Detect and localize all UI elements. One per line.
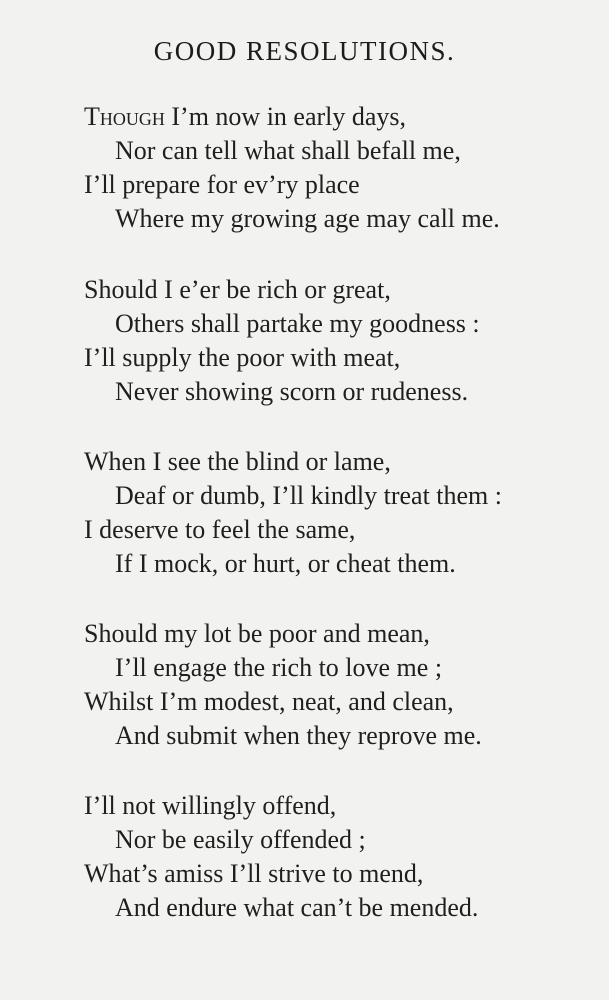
poem-line: What’s amiss I’ll strive to mend,	[84, 859, 424, 888]
poem-line-rest: I’m now in early days,	[164, 102, 407, 131]
stanza-4	[84, 617, 584, 753]
poem-line: And endure what can’t be mended.	[115, 893, 479, 922]
poem-line: If I mock, or hurt, or cheat them.	[115, 549, 456, 578]
poem-line: When I see the blind or lame,	[84, 447, 391, 476]
poem-line-first-word: Though	[84, 102, 165, 131]
poem-line: Where my growing age may call me.	[115, 204, 500, 233]
poem-title: GOOD RESOLUTIONS.	[153, 36, 456, 66]
poem-line: Never showing scorn or rudeness.	[115, 377, 469, 406]
poem-line: Should I e’er be rich or great,	[84, 275, 391, 304]
poem-line: Deaf or dumb, I’ll kindly treat them :	[115, 481, 503, 510]
poem-line: And submit when they reprove me.	[115, 721, 482, 750]
poem-line: I’ll supply the poor with meat,	[84, 343, 401, 372]
stanza-1	[84, 100, 584, 236]
stanza-5	[84, 789, 584, 925]
poem-line: Whilst I’m modest, neat, and clean,	[84, 687, 454, 716]
stanza-2	[84, 273, 584, 409]
poem-line: I deserve to feel the same,	[84, 515, 356, 544]
poem-line	[84, 100, 584, 134]
poem-line: I’ll not willingly offend,	[84, 791, 337, 820]
poem-line: Others shall partake my goodness :	[115, 309, 480, 338]
poem-line: Should my lot be poor and mean,	[84, 619, 430, 648]
poem-line: Nor can tell what shall befall me,	[115, 136, 461, 165]
poem-line: I’ll prepare for ev’ry place	[84, 170, 360, 199]
stanza-3	[84, 445, 584, 581]
poem-line: I’ll engage the rich to love me ;	[115, 653, 443, 682]
poem-line: Nor be easily offended ;	[115, 825, 366, 854]
